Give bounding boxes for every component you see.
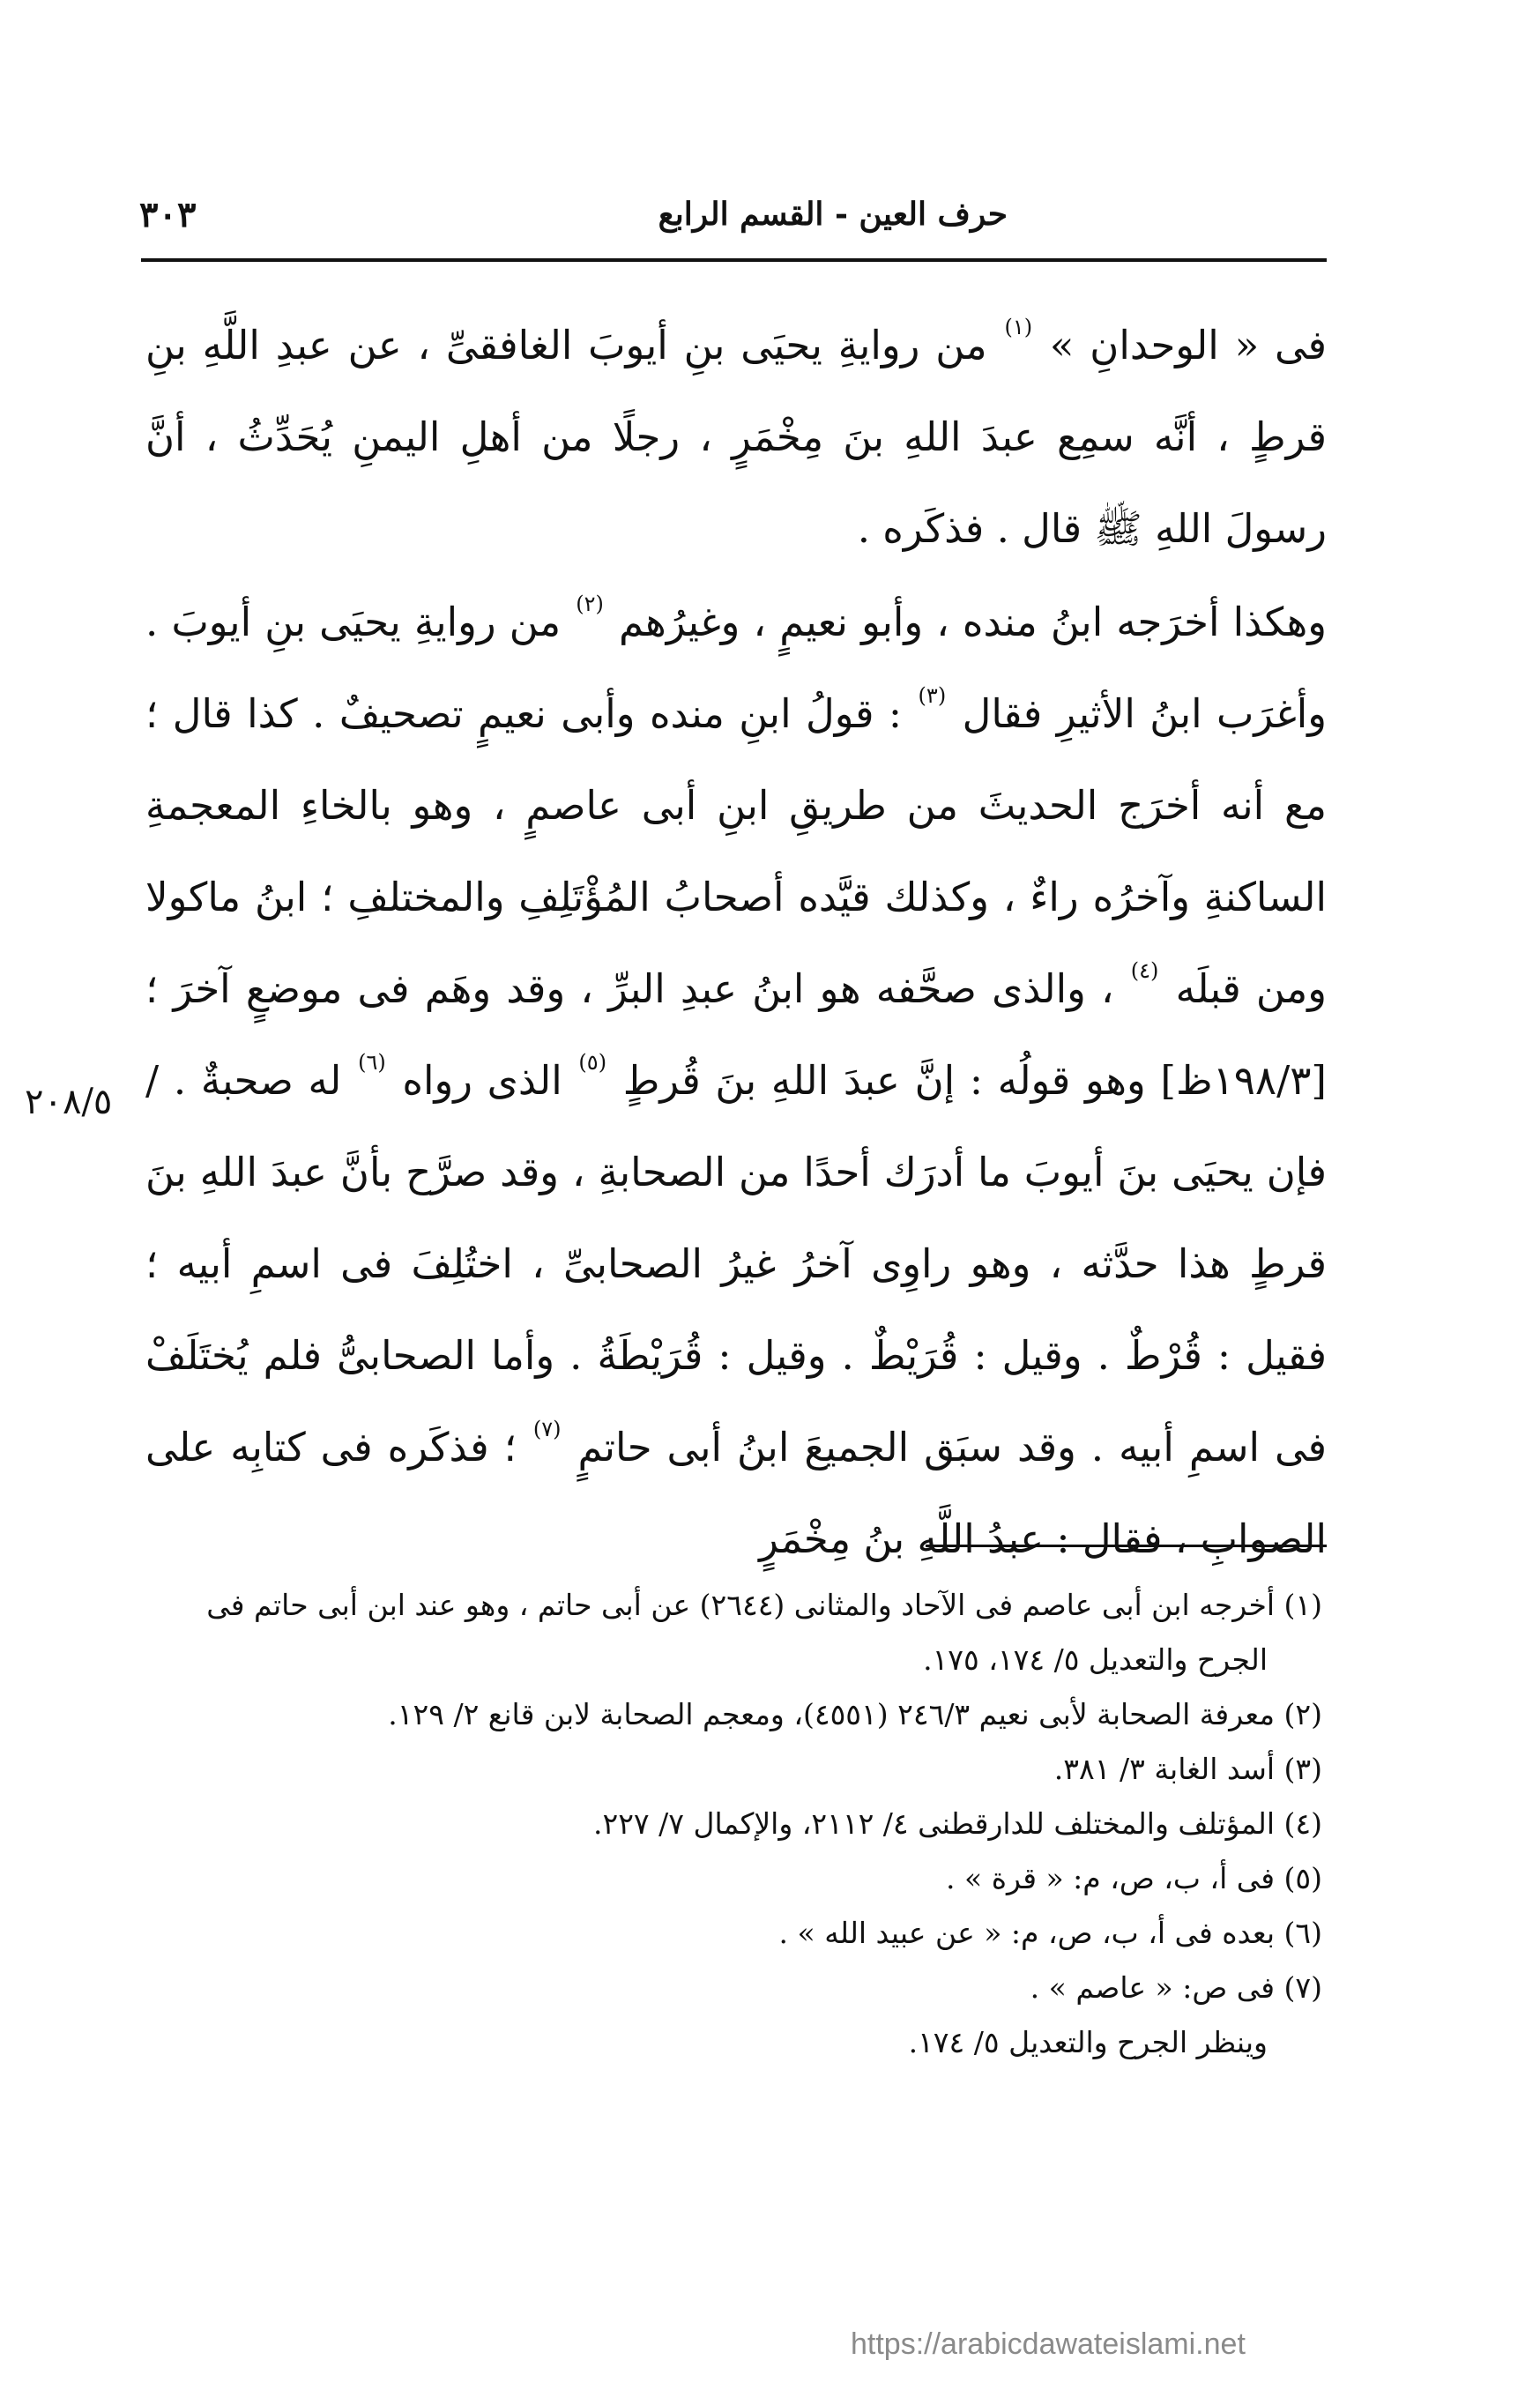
text-segment: له صحبةٌ . /فإن يحيَى بنَ أيوبَ ما أدرَك أحدًا من الصحابةِ ، وقد صرَّح بأنَّ عبدَ اللهِ بنَ قرطٍ هذا حدَّثه ، وهو راوِى آخرُ غيرُ الصحابىِّ ، اختُلِفَ فى اسمِ أبيه ؛ فقيل : قُرْطٌ . وقيل : قُرَيْطٌ . وقيل : قُرَيْطَةُ . وأما الصحابىُّ فلم يُختَلَفْ فى اسمِ أبيه . وقد سبَق الجميعَ ابنُ أبى حاتمٍ	[145, 1057, 1327, 1470]
text-segment: من روايةِ يحيَى بنِ أيوبَ الغافقىِّ ، عن عبدِ اللَّهِ بنِ قرطٍ ، أنَّه سمِع عبدَ اللهِ بنَ مِخْمَرٍ ، رجلًا من أهلِ اليمنِ يُحَدِّثُ ، أنَّ رسولَ اللهِ ﷺ قال . فذكَره .	[145, 322, 1327, 552]
footnote-ref-1: (١)	[1004, 315, 1033, 339]
page-header	[139, 187, 1325, 249]
running-title: حرف العين - القسم الرابع	[658, 196, 1008, 233]
text-segment: ؛ فذكَره فى كتابِه على الصوابِ ، فقال : عبدُ اللَّهِ بنُ مِخْمَرٍ	[145, 1424, 1327, 1562]
paragraph-2	[145, 577, 1327, 1585]
footnote-1-continuation: الجرح والتعديل ٥/ ١٧٤، ١٧٥.	[923, 1642, 1268, 1677]
main-text	[145, 300, 1327, 1585]
footnote-ref-3: (٣)	[918, 683, 947, 708]
page-number: ٣٠٣	[139, 194, 197, 235]
footnote-1: (١) أخرجه ابن أبى عاصم فى الآحاد والمثانى (٢٦٤٤) عن أبى حاتم ، وهو عند ابن أبى حاتم فى	[206, 1588, 1322, 1622]
text-segment: وأغرَب ابنُ الأثيرِ فقال	[962, 690, 1327, 737]
footnote-ref-5: (٥)	[578, 1050, 607, 1075]
footnote-ref-2: (٢)	[576, 592, 604, 616]
footnote-rule	[926, 1545, 1327, 1547]
footnote-7: (٧) فى ص: « عاصم » .	[1030, 1970, 1322, 2005]
text-segment: من روايةِ يحيَى بنِ أيوبَ .	[145, 599, 562, 645]
text-segment: ، والذى صحَّفه هو ابنُ عبدِ البرِّ ، وقد وهَم فى موضعٍ آخرَ ؛ [١٩٨/٣ظ] وهو قولُه : إنَّ عبدَ اللهِ بنَ قُرطٍ	[145, 965, 1327, 1104]
watermark-url: https://arabicdawateislami.net	[851, 2327, 1246, 2361]
footnote-ref-4: (٤)	[1130, 958, 1159, 983]
text-segment: فى « الوحدانِ »	[1049, 322, 1327, 369]
text-segment: الذى رواه	[402, 1057, 562, 1104]
text-segment: وهكذا أخرَجه ابنُ منده ، وأبو نعيمٍ ، وغيرُهم	[619, 599, 1328, 645]
footnote-5: (٥) فى أ، ب، ص، م: « قرة » .	[946, 1861, 1322, 1895]
paragraph-1	[145, 300, 1327, 575]
footnotes	[150, 1578, 1322, 2070]
footnote-3: (٣) أسد الغابة ٣/ ٣٨١.	[1053, 1752, 1322, 1786]
text-segment: : قولُ ابنِ منده وأبى نعيمٍ تصحيفٌ . كذا قال ؛ مع أنه أخرَج الحديثَ من طريقِ ابنِ أبى عاصمٍ ، وهو بالخاءِ المعجمةِ الساكنةِ وآخرُه راءٌ ، وكذلك قيَّده أصحابُ المُؤْتَلِفِ والمختلفِ ؛ ابنُ ماكولا ومن قبلَه	[145, 690, 1327, 1012]
footnote-7-continuation: وينظر الجرح والتعديل ٥/ ١٧٤.	[908, 2025, 1268, 2059]
footnote-2: (٢) معرفة الصحابة لأبى نعيم ٢٤٦/٣ (٤٥٥١)، ومعجم الصحابة لابن قانع ٢/ ١٢٩.	[388, 1697, 1322, 1731]
header-rule	[141, 258, 1327, 262]
footnote-ref-6: (٦)	[358, 1050, 386, 1075]
footnote-4: (٤) المؤتلف والمختلف للدارقطنى ٤/ ٢١١٢، والإكمال ٧/ ٢٢٧.	[592, 1806, 1322, 1841]
footnote-ref-7: (٧)	[532, 1417, 562, 1441]
margin-reference: ٢٠٨/٥	[25, 1082, 113, 1122]
footnote-6: (٦) بعده فى أ، ب، ص، م: « عن عبيد الله » .	[778, 1916, 1322, 1950]
